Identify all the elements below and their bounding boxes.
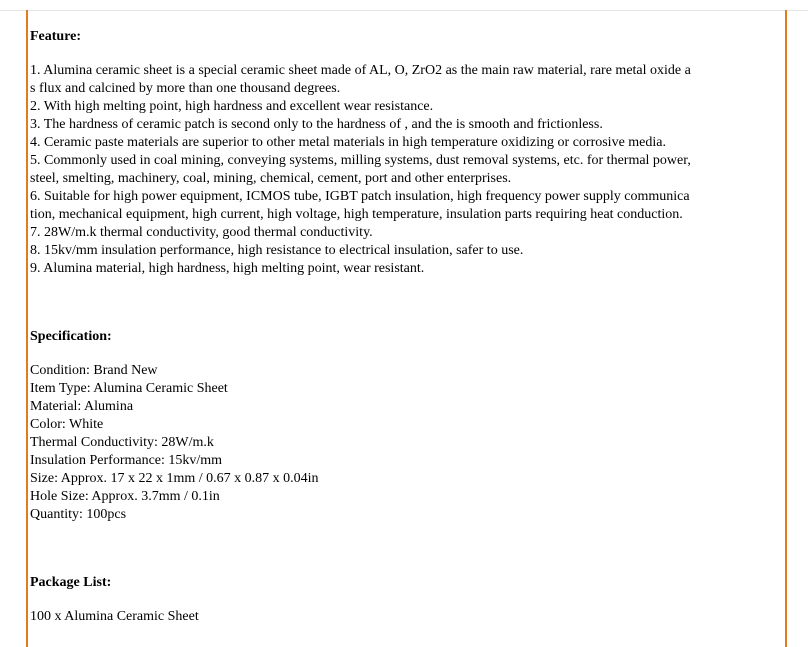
package-line: 100 x Alumina Ceramic Sheet: [30, 609, 199, 624]
product-description-panel: [26, 10, 787, 647]
spec-line: Condition: Brand New: [30, 363, 158, 378]
package-list: [30, 608, 785, 626]
feature-list: [30, 62, 785, 278]
specification-list: [30, 362, 785, 524]
description-content: [30, 10, 785, 626]
spec-line: Thermal Conductivity: 28W/m.k: [30, 435, 214, 450]
feature-line: s flux and calcined by more than one thousand degrees.: [30, 81, 341, 96]
feature-line: 4. Ceramic paste materials are superior to other metal materials in high temperature oxidizing or corrosive media.: [30, 135, 666, 150]
feature-line: 3. The hardness of ceramic patch is second only to the hardness of , and the is smooth and frictionless.: [30, 117, 603, 132]
specification-heading: Specification:: [30, 329, 112, 344]
package-list-heading: Package List:: [30, 575, 112, 590]
feature-line: 6. Suitable for high power equipment, ICMOS tube, IGBT patch insulation, high frequency power supply communica: [30, 189, 690, 204]
feature-line: 2. With high melting point, high hardness and excellent wear resistance.: [30, 99, 434, 114]
feature-line: 8. 15kv/mm insulation performance, high resistance to electrical insulation, safer to use.: [30, 243, 524, 258]
feature-heading: Feature:: [30, 29, 82, 44]
feature-line: 7. 28W/m.k thermal conductivity, good thermal conductivity.: [30, 225, 373, 240]
feature-line: steel, smelting, machinery, coal, mining, chemical, cement, port and other enterprises.: [30, 171, 512, 186]
spec-line: Insulation Performance: 15kv/mm: [30, 453, 223, 468]
feature-line: tion, mechanical equipment, high current, high voltage, high temperature, insulation parts requiring heat conduction.: [30, 207, 683, 222]
spec-line: Item Type: Alumina Ceramic Sheet: [30, 381, 228, 396]
spec-line: Size: Approx. 17 x 22 x 1mm / 0.67 x 0.87 x 0.04in: [30, 471, 319, 486]
spec-line: Quantity: 100pcs: [30, 507, 127, 522]
feature-line: 1. Alumina ceramic sheet is a special ceramic sheet made of AL, O, ZrO2 as the main raw material, rare metal oxide a: [30, 63, 691, 78]
spec-line: Color: White: [30, 417, 104, 432]
feature-line: 9. Alumina material, high hardness, high melting point, wear resistant.: [30, 261, 425, 276]
spec-line: Hole Size: Approx. 3.7mm / 0.1in: [30, 489, 220, 504]
spec-line: Material: Alumina: [30, 399, 134, 414]
feature-line: 5. Commonly used in coal mining, conveying systems, milling systems, dust removal systems, etc. for thermal power,: [30, 153, 691, 168]
